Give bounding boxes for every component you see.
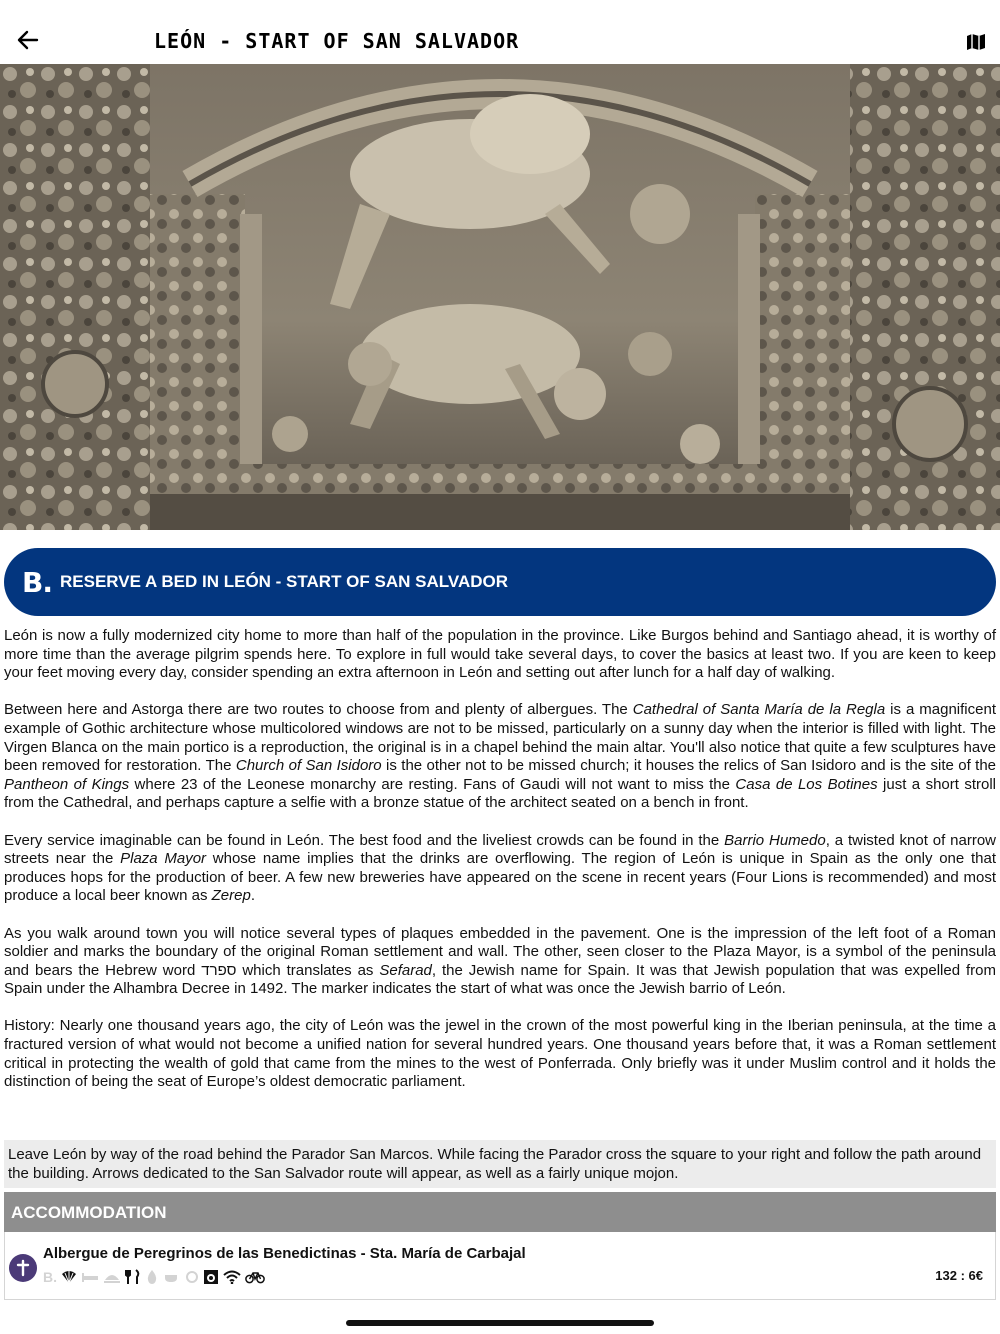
top-bar [0,0,1000,64]
map-button[interactable] [960,26,992,58]
directions-box: Leave León by way of the road behind the Parador San Marcos. While facing the Parador cross the square to your right and follow the path around the building. Arrows dedicated to the San Salvador route will appear, as well as a fairly unique mojon. [4,1140,996,1188]
kitchen-icon [103,1269,121,1285]
amenity-icons [43,1268,265,1286]
back-button[interactable] [12,24,44,56]
section-letter: B. [22,565,52,599]
place-san-isidoro: Church of San Isidoro [235,757,382,775]
bicycle-icon [245,1269,265,1285]
heating-icon [145,1269,159,1285]
arrow-left-icon [17,29,39,51]
dryer-icon [203,1269,219,1285]
accommodation-header: ACCOMMODATION [4,1192,996,1232]
hero-image [0,64,1000,530]
beer-zerep: Zerep [211,887,251,905]
home-indicator[interactable] [346,1320,654,1326]
breakfast-icon: B. [43,1269,57,1285]
accommodation-price: 132 : 6€ [935,1268,983,1283]
wifi-icon [223,1269,241,1285]
bed-icon [81,1269,99,1285]
restaurant-icon [125,1269,141,1285]
paragraph-intro: León is now a fully modernized city home to more than half of the population in the province. Like Burgos behind and Santiago ahead, it is worthy of more time than the average pilgrim spends here. To explore in full would take several days, to cover the basics at least two. If you are keen to keep your feet moving every day, consider spending an extra afternoon in León and setting out after lunch for a half day of walking. [4,627,996,682]
accommodation-item[interactable] [4,1232,996,1300]
paragraph-plaques: As you walk around town you will notice several types of plaques embedded in the pavement. One is the impression of the left foot of a Roman soldier and marks the boundary of the original Roman settlement and wall. The other, seen closer to the Plaza Mayor, is a symbol of the peninsula and bears the Hebrew word ספרד which translates as Sefarad, the Jewish name for Spain. It was that Jewish population that was expelled from Spain under the Alhambra Decree in 1492. The marker indicates the start of what was once the Jewish barrio of León. [4,924,996,998]
body-text [4,627,996,1110]
section-title: RESERVE A BED IN LEÓN - START OF SAN SALVADOR [59,572,508,591]
place-pantheon: Pantheon of Kings [4,775,130,793]
albergue-type-badge [9,1254,37,1282]
place-barrio-humedo: Barrio Humedo [724,831,826,849]
place-cathedral: Cathedral of Santa María de la Regla [632,701,886,719]
page-title: LEÓN - START OF SAN SALVADOR [154,29,520,53]
term-sefarad: Sefarad [379,961,432,979]
place-plaza-mayor: Plaza Mayor [120,850,207,868]
accommodation-name: Albergue de Peregrinos de las Benedictinas - Sta. María de Carbajal [43,1245,526,1262]
paragraph-sights: Between here and Astorga there are two routes to choose from and plenty of albergues. The Cathedral of Santa María de la Regla is a magnificent example of Gothic architecture whose multicolored windows are not to be missed, particularly on a sunny day when the interior is filled with light. The Virgen Blanca on the main portico is a reproduction, the original is in a chapel behind the main altar. You'll also notice that quite a few sculptures have been removed for restoration. The Church of San Isidoro is the other not to be missed church; it houses the relics of San Isidoro and is the site of the Pantheon of Kings where 23 of the Leonese monarchy are resting. Fans of Gaudi will not want to miss the Casa de Los Botines just a short stroll from the Cathedral, and perhaps capture a selfie with a bronze statue of the architect seated on a bench in front. [4,701,997,812]
washer-icon [185,1269,199,1285]
cross-icon [15,1259,31,1277]
coffee-icon [163,1269,181,1285]
shell-icon [61,1269,77,1285]
paragraph-history: History: Nearly one thousand years ago, the city of León was the jewel in the crown of the most powerful king in the Iberian peninsula, at the time a fractured version of what would not become a unified nation for several hundred years. One thousand years before that, it was a Roman settlement critical in protecting the wealth of gold that came from the mines to the west of Ponferrada. Only briefly was it under Muslim control and it holds the distinction of being the seat of Europe’s oldest democratic parliament. [4,1017,996,1091]
map-icon [966,33,986,51]
paragraph-services: Every service imaginable can be found in León. The best food and the liveliest crowds can be found in the Barrio Humedo, a twisted knot of narrow streets near the Plaza Mayor whose name implies that the drinks are overflowing. The region of León is unique in Spain as the only one that produces hops for the production of beer. A few new breweries have appeared on the scene in recent years (Four Lions is recommended) and most produce a local beer known as Zerep. [4,831,996,905]
place-botines: Casa de Los Botines [735,775,878,793]
section-header [4,548,996,616]
